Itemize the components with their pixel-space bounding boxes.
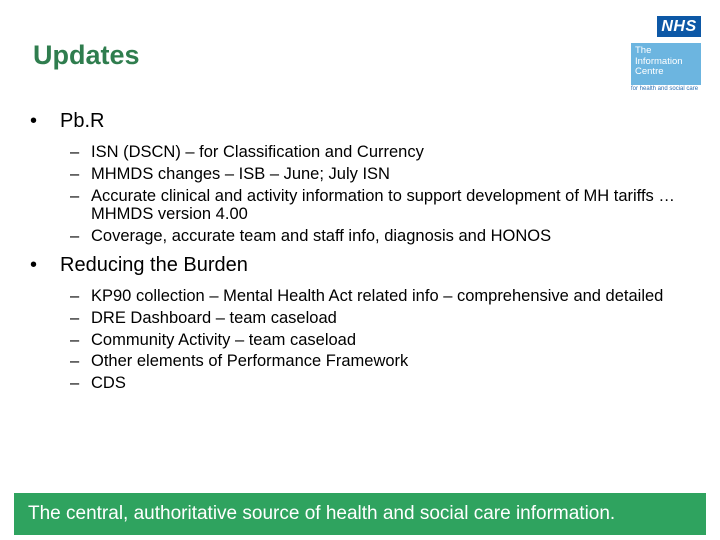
sub-item [30, 165, 700, 184]
nhs-ic-logo [630, 16, 702, 94]
dash-icon: – [70, 286, 80, 305]
sub-item [30, 287, 700, 306]
sub-item-text: Coverage, accurate team and staff info, diagnosis and HONOS [91, 227, 552, 246]
sub-item [30, 143, 700, 162]
dash-icon: – [70, 164, 80, 183]
slide-body [30, 104, 700, 400]
footer-banner: The central, authoritative source of health and social care information. [14, 493, 706, 535]
sub-item-text: Community Activity – team caseload [91, 330, 357, 349]
information-centre-logo [631, 43, 701, 85]
sub-item [30, 227, 700, 246]
sub-item-text: Other elements of Performance Framework [91, 352, 409, 371]
bullet-reducing-burden [30, 253, 700, 277]
bullet-pbr [30, 109, 700, 133]
sub-item [30, 331, 700, 350]
sub-item [30, 352, 700, 371]
dash-icon: – [70, 186, 80, 205]
bullet-dot-icon: • [30, 253, 38, 276]
dash-icon: – [70, 143, 80, 161]
sub-item-text: Accurate clinical and activity information to support development of MH tariffs …MHMDS version 4.00 [91, 186, 675, 224]
dash-icon: – [70, 352, 80, 371]
sub-item-text: MHMDS changes – ISB – June; July ISN [91, 164, 390, 183]
logo-line: Centre [635, 66, 664, 77]
sub-list-pbr [30, 143, 700, 246]
bullet-text: Reducing the Burden [60, 253, 248, 276]
sub-item [30, 309, 700, 328]
sub-list-reducing-burden [30, 287, 700, 393]
sub-item-text: ISN (DSCN) – for Classification and Currency [91, 143, 424, 161]
dash-icon: – [70, 227, 80, 246]
logo-tagline: for health and social care [631, 86, 699, 92]
slide-title: Updates [33, 40, 140, 70]
dash-icon: – [70, 330, 80, 349]
sub-item-text: CDS [91, 374, 126, 393]
sub-item-text: KP90 collection – Mental Health Act related info – comprehensive and detailed [91, 286, 664, 305]
sub-item-text: DRE Dashboard – team caseload [91, 308, 337, 327]
logo-line: The [635, 45, 652, 56]
bullet-dot-icon: • [30, 110, 38, 132]
sub-item [30, 187, 700, 225]
dash-icon: – [70, 308, 80, 327]
dash-icon: – [70, 374, 80, 393]
logo-line: Information [635, 55, 683, 67]
bullet-text: Pb.R [60, 110, 105, 132]
nhs-logo: NHS [657, 16, 701, 37]
sub-item [30, 374, 700, 393]
